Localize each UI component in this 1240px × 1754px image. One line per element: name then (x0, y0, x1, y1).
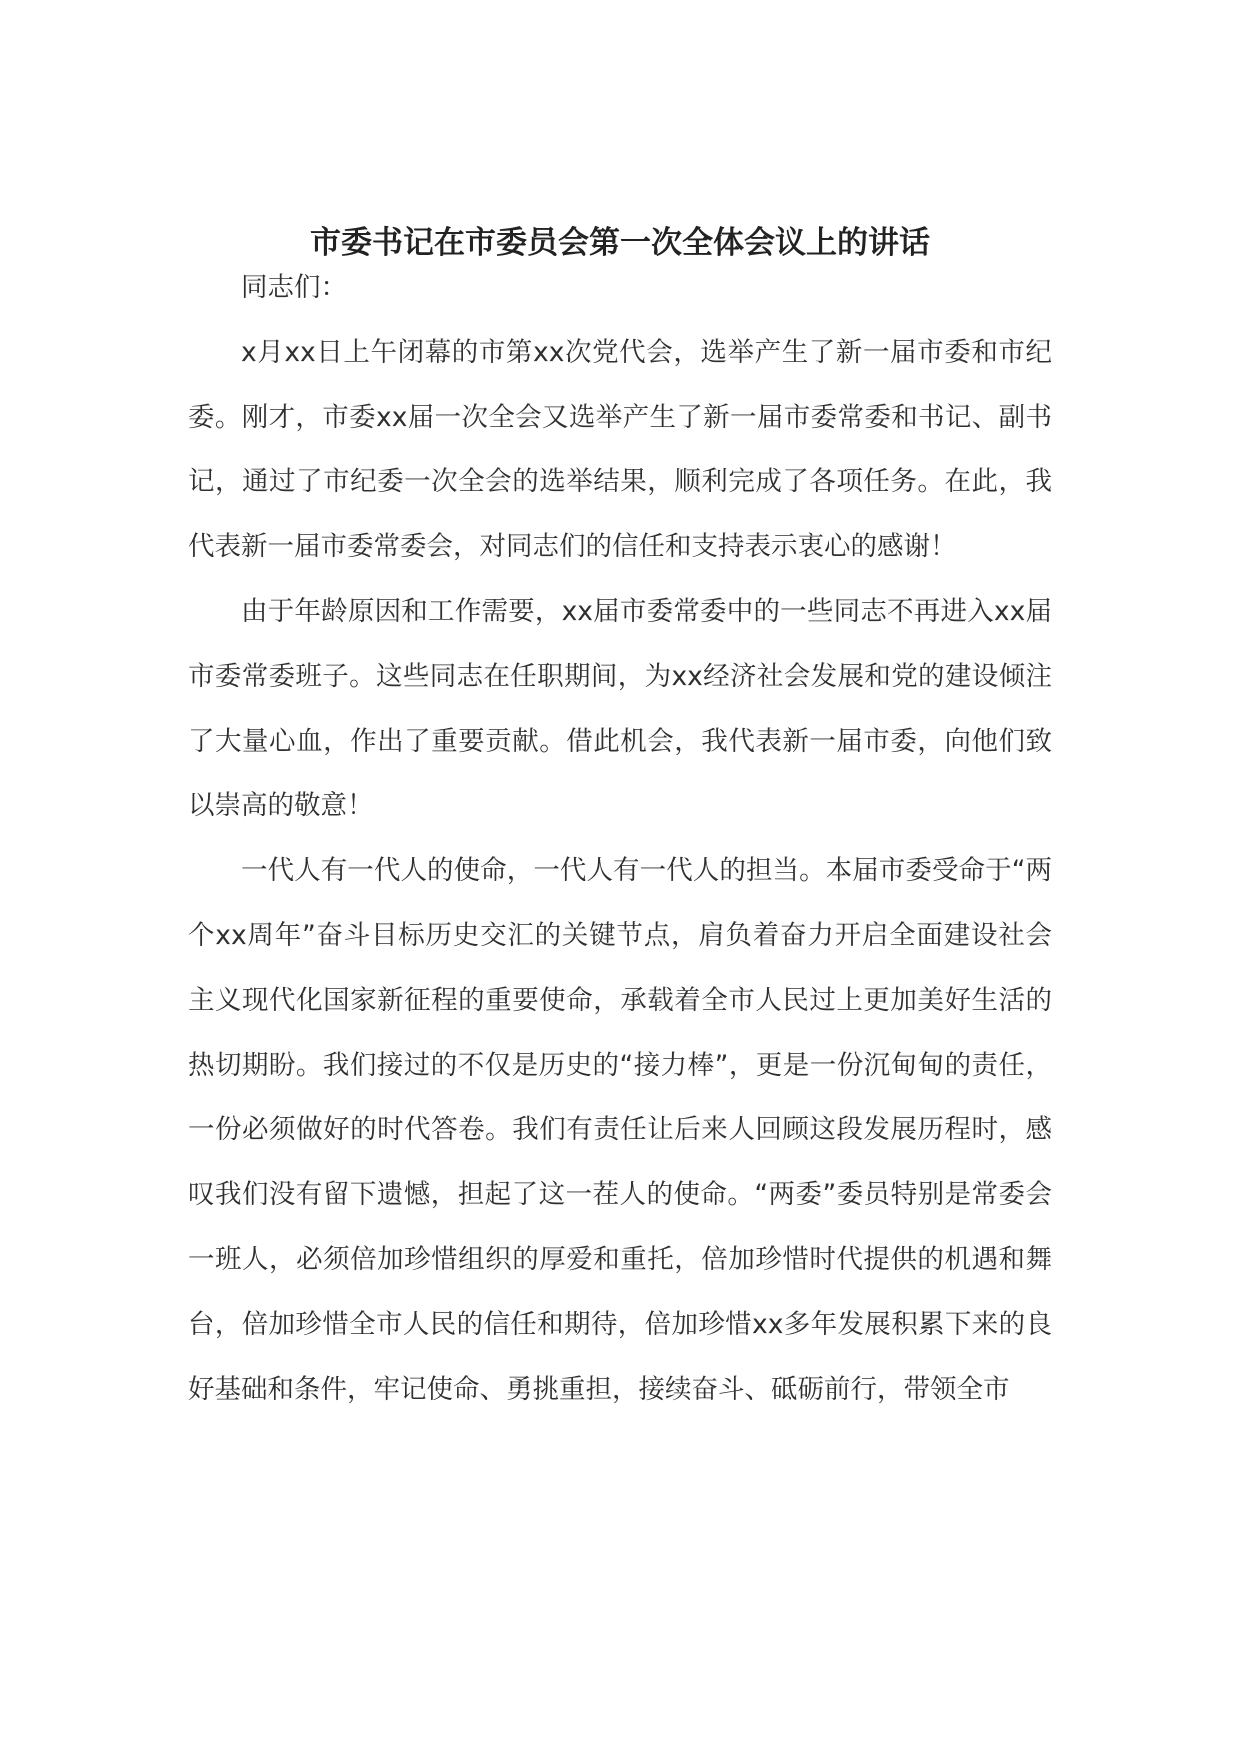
paragraph-3: 一代人有一代人的使命，一代人有一代人的担当。本届市委受命于“两个xx周年”奋斗目标历史交汇的关键节点，肩负着奋力开启全面建设社会主义现代化国家新征程的重要使命，承载着全市人民过上更加美好生活的热切期盼。我们接过的不仅是历史的“接力棒”，更是一份沉甸甸的责任，一份必须做好的时代答卷。我们有责任让后来人回顾这段发展历程时，感叹我们没有留下遗憾，担起了这一茬人的使命。“两委”委员特别是常委会一班人，必须倍加珍惜组织的厚爱和重托，倍加珍惜时代提供的机遇和舞台，倍加珍惜全市人民的信任和期待，倍加珍惜xx多年发展积累下来的良好基础和条件，牢记使命、勇挑重担，接续奋斗、砥砺前行，带领全市 (188, 855, 1052, 1405)
paragraph-1: x月xx日上午闭幕的市第xx次党代会，选举产生了新一届市委和市纪委。刚才，市委xx届一次全会又选举产生了新一届市委常委和书记、副书记，通过了市纪委一次全会的选举结果，顺利完成了各项任务。在此，我代表新一届市委常委会，对同志们的信任和支持表示衷心的感谢！ (188, 336, 1052, 563)
document-body (188, 256, 1052, 1422)
paragraph-2: 由于年龄原因和工作需要，xx届市委常委中的一些同志不再进入xx届市委常委班子。这些同志在任职期间，为xx经济社会发展和党的建设倾注了大量心血，作出了重要贡献。借此机会，我代表新一届市委，向他们致以崇高的敬意！ (188, 595, 1052, 822)
document-title: 市委书记在市委员会第一次全体会议上的讲话 (310, 224, 930, 261)
salutation: 同志们： (241, 272, 347, 303)
